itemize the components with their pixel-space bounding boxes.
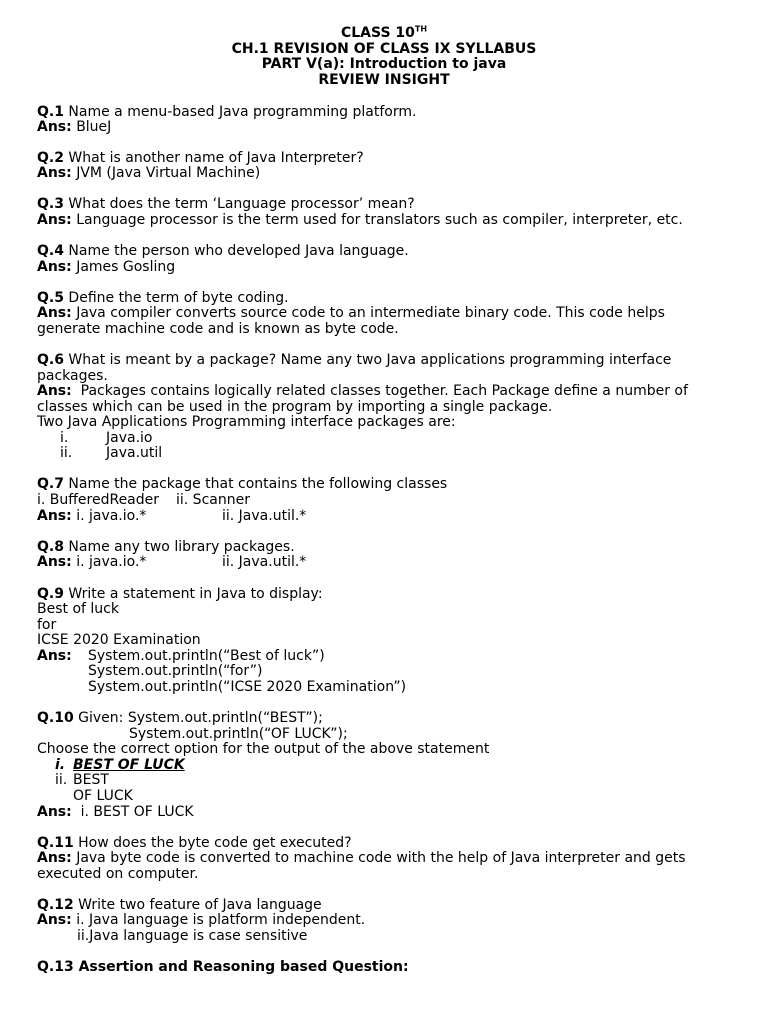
q10-label: Q.10 <box>37 710 74 726</box>
q3-answer <box>37 212 683 228</box>
q10-answer <box>37 804 194 820</box>
q9-code-line-1: System.out.println(“Best of luck”) <box>88 648 325 664</box>
q10-ans-text: i. BEST OF LUCK <box>80 804 194 820</box>
q1-ans-label: Ans: <box>37 119 72 135</box>
section-heading: REVIEW INSIGHT <box>318 72 450 88</box>
q12-ans-label: Ans: <box>37 912 72 928</box>
q6-ans-line3: Two Java Applications Programming interface packages are: <box>37 414 456 430</box>
q12-label: Q.12 <box>37 897 74 913</box>
q10-option-2-num: ii. <box>55 772 68 788</box>
q3-label: Q.3 <box>37 196 64 212</box>
q12-question <box>37 897 322 913</box>
q12-ans-line1: i. Java language is platform independent. <box>76 912 366 928</box>
q2-ans-text: JVM (Java Virtual Machine) <box>76 165 261 181</box>
q9-display-line-2: for <box>37 617 57 633</box>
q6-text-line2: packages. <box>37 368 108 384</box>
q10-given-line2: System.out.println(“OF LUCK”); <box>129 726 348 742</box>
q11-label: Q.11 <box>37 835 74 851</box>
q5-ans-line2: generate machine code and is known as byte code. <box>37 321 399 337</box>
q6-text-line1: What is meant by a package? Name any two Java applications programming interface <box>68 352 672 368</box>
q7-label: Q.7 <box>37 476 64 492</box>
q7-question <box>37 476 447 492</box>
q2-ans-label: Ans: <box>37 165 72 181</box>
q4-text: Name the person who developed Java language. <box>68 243 409 259</box>
q2-text: What is another name of Java Interpreter? <box>68 150 364 166</box>
q4-ans-text: James Gosling <box>76 259 176 275</box>
q4-label: Q.4 <box>37 243 64 259</box>
q5-ans-line1: Java compiler converts source code to an intermediate binary code. This code helps <box>76 305 665 321</box>
q1-question <box>37 104 416 120</box>
q1-text: Name a menu-based Java programming platform. <box>68 104 417 120</box>
chapter-heading: CH.1 REVISION OF CLASS IX SYLLABUS <box>231 41 537 57</box>
q7-ans-b: ii. Java.util.* <box>222 508 307 524</box>
q3-ans-text: Language processor is the term used for translators such as compiler, interpreter, etc. <box>76 212 683 228</box>
q12-answer <box>37 912 365 928</box>
q6-item-1-num: i. <box>60 430 69 446</box>
q7-class-b: ii. Scanner <box>176 492 250 508</box>
q4-answer <box>37 259 175 275</box>
q6-ans-line1: Packages contains logically related classes together. Each Package define a number of <box>80 383 688 399</box>
q10-option-2-line2: OF LUCK <box>73 788 133 804</box>
q8-label: Q.8 <box>37 539 64 555</box>
q3-ans-label: Ans: <box>37 212 72 228</box>
q10-given-line1: Given: System.out.println(“BEST”); <box>78 710 323 726</box>
q10-ans-label: Ans: <box>37 804 72 820</box>
q9-question <box>37 586 323 602</box>
q7-text: Name the package that contains the following classes <box>68 476 448 492</box>
q8-text: Name any two library packages. <box>68 539 295 555</box>
q5-answer <box>37 305 665 321</box>
q13-text: Assertion and Reasoning based Question: <box>78 959 409 975</box>
q7-ans-label: Ans: <box>37 508 72 524</box>
q8-answer <box>37 554 146 570</box>
q8-ans-b: ii. Java.util.* <box>222 554 307 570</box>
q7-answer <box>37 508 146 524</box>
q8-ans-a: i. java.io.* <box>76 554 147 570</box>
q6-ans-label: Ans: <box>37 383 72 399</box>
q10-instruction: Choose the correct option for the output of the above statement <box>37 741 490 757</box>
q10-option-1-text: BEST OF LUCK <box>73 757 185 773</box>
q2-question <box>37 150 364 166</box>
q6-item-2-text: Java.util <box>106 445 163 461</box>
q5-label: Q.5 <box>37 290 64 306</box>
q3-question <box>37 196 415 212</box>
q4-question <box>37 243 409 259</box>
q1-label: Q.1 <box>37 104 64 120</box>
class-heading-superscript: TH <box>414 24 428 34</box>
q9-label: Q.9 <box>37 586 64 602</box>
q9-ans-label: Ans: <box>37 648 72 664</box>
q9-text: Write a statement in Java to display: <box>68 586 323 602</box>
q9-display-line-3: ICSE 2020 Examination <box>37 632 201 648</box>
part-heading: PART V(a): Introduction to java <box>261 56 507 72</box>
q11-text: How does the byte code get executed? <box>78 835 352 851</box>
q10-option-2-line1: BEST <box>73 772 109 788</box>
q11-question <box>37 835 352 851</box>
q13-question <box>37 959 409 975</box>
class-heading <box>0 25 768 41</box>
q7-class-a: i. BufferedReader <box>37 492 160 508</box>
q4-ans-label: Ans: <box>37 259 72 275</box>
q11-ans-line1: Java byte code is converted to machine code with the help of Java interpreter and gets <box>76 850 686 866</box>
q8-ans-label: Ans: <box>37 554 72 570</box>
q5-ans-label: Ans: <box>37 305 72 321</box>
q11-ans-label: Ans: <box>37 850 72 866</box>
q7-ans-a: i. java.io.* <box>76 508 147 524</box>
q12-ans-line2: ii.Java language is case sensitive <box>77 928 308 944</box>
q10-option-1-num: i. <box>55 757 66 773</box>
q9-code-line-3: System.out.println(“ICSE 2020 Examination”) <box>88 679 407 695</box>
q6-ans-line2: classes which can be used in the program by importing a single package. <box>37 399 553 415</box>
q6-answer <box>37 383 688 399</box>
q11-answer <box>37 850 686 866</box>
q3-text: What does the term ‘Language processor’ mean? <box>68 196 415 212</box>
class-heading-main: CLASS 10 <box>340 25 415 41</box>
q8-question <box>37 539 295 555</box>
q1-answer <box>37 119 111 135</box>
q9-display-line-1: Best of luck <box>37 601 119 617</box>
q2-label: Q.2 <box>37 150 64 166</box>
q6-question <box>37 352 671 368</box>
q1-ans-text: BlueJ <box>76 119 112 135</box>
q9-code-line-2: System.out.println(“for”) <box>88 663 263 679</box>
q6-item-1-text: Java.io <box>106 430 153 446</box>
q5-question <box>37 290 289 306</box>
q2-answer <box>37 165 260 181</box>
q11-ans-line2: executed on computer. <box>37 866 199 882</box>
q6-item-2-num: ii. <box>60 445 73 461</box>
q12-text: Write two feature of Java language <box>78 897 322 913</box>
q5-text: Define the term of byte coding. <box>68 290 289 306</box>
q6-label: Q.6 <box>37 352 64 368</box>
q13-label: Q.13 <box>37 959 74 975</box>
q10-question <box>37 710 323 726</box>
